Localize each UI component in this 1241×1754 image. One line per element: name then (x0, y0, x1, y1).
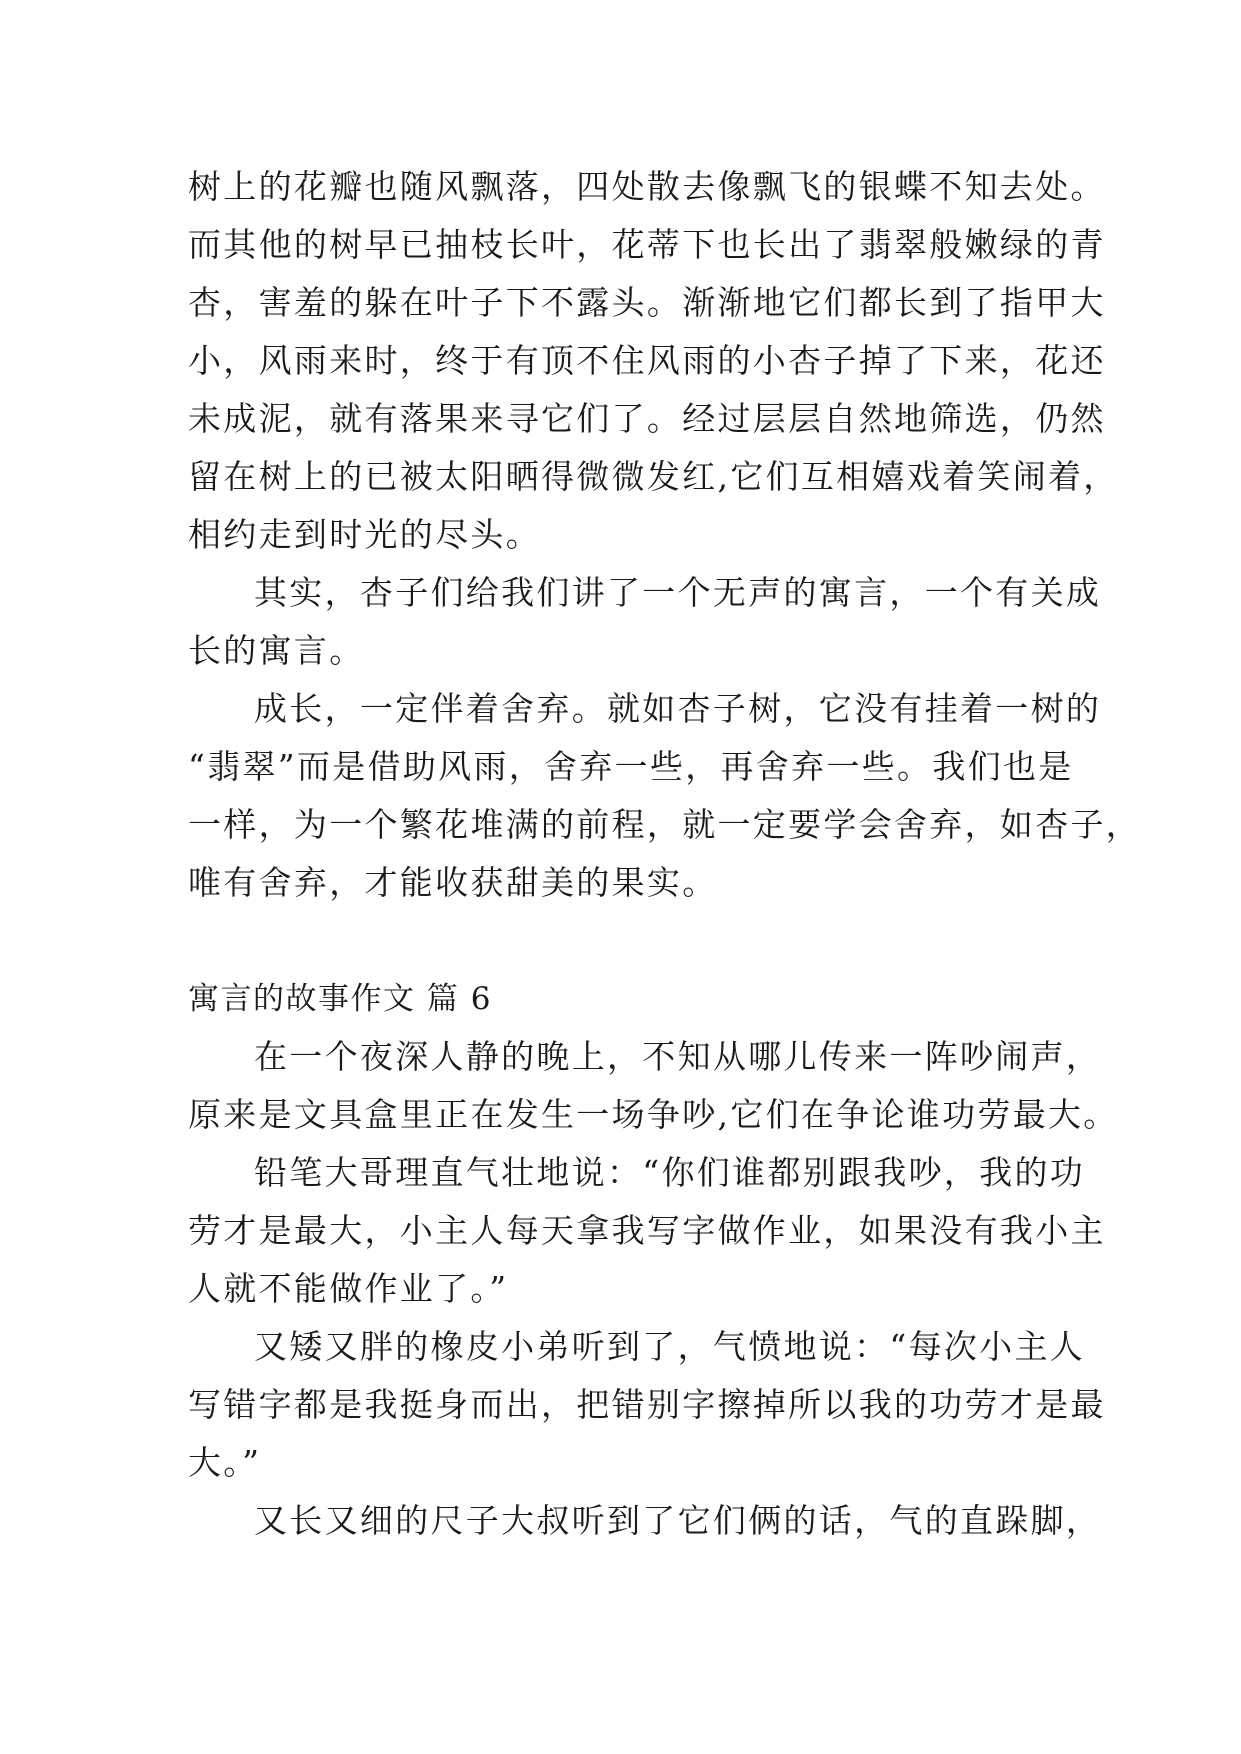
text-line: 留在树上的已被太阳晒得微微发红,它们互相嬉戏着笑闹着， (188, 457, 1119, 496)
text-line: 又长又细的尺子大叔听到了它们俩的话，气的直跺脚， (254, 1501, 1102, 1540)
text-line: 唯有舍弃，才能收获甜美的果实。 (188, 863, 718, 902)
section-spacer (188, 912, 1068, 970)
text-line: 人就不能做作业了。” (188, 1269, 509, 1308)
text-line: 相约走到时光的尽头。 (188, 515, 541, 554)
section-title: 寓言的故事作文 篇 6 (188, 981, 492, 1017)
text-line: 铅笔大哥理直气壮地说：“你们谁都别跟我吵，我的功 (254, 1153, 1086, 1192)
paragraph (188, 1028, 1119, 1144)
text-line: 又矮又胖的橡皮小弟听到了，气愤地说：“每次小主人 (254, 1327, 1086, 1366)
text-line: 小，风雨来时，终于有顶不住风雨的小杏子掉了下来，花还 (188, 341, 1106, 380)
paragraph (188, 1492, 1102, 1550)
paragraph (188, 1144, 1106, 1318)
text-line: 一样，为一个繁花堆满的前程，就一定要学会舍弃，如杏子， (188, 805, 1142, 844)
paragraph (188, 1318, 1106, 1492)
text-line: 其实，杏子们给我们讲了一个无声的寓言，一个有关成 (254, 573, 1102, 612)
text-line: 原来是文具盒里正在发生一场争吵,它们在争论谁功劳最大。 (188, 1095, 1119, 1134)
paragraph (188, 564, 1102, 680)
paragraph (188, 680, 1142, 912)
text-line: 长的寓言。 (188, 631, 365, 670)
text-line: 未成泥，就有落果来寻它们了。经过层层自然地筛选，仍然 (188, 399, 1106, 438)
text-line: 而其他的树早已抽枝长叶，花蒂下也长出了翡翠般嫩绿的青 (188, 225, 1106, 264)
text-line: 成长，一定伴着舍弃。就如杏子树，它没有挂着一树的 (254, 689, 1102, 728)
paragraph (188, 158, 1119, 564)
text-line: 写错字都是我挺身而出，把错别字擦掉所以我的功劳才是最 (188, 1385, 1106, 1424)
text-line: “翡翠”而是借助风雨，舍弃一些，再舍弃一些。我们也是 (188, 747, 1074, 786)
text-line: 大。” (188, 1443, 262, 1482)
text-line: 在一个夜深人静的晚上，不知从哪儿传来一阵吵闹声， (254, 1037, 1102, 1076)
text-line: 杏，害羞的躲在叶子下不露头。渐渐地它们都长到了指甲大 (188, 283, 1106, 322)
text-line: 树上的花瓣也随风飘落，四处散去像飘飞的银蝶不知去处。 (188, 167, 1106, 206)
text-line: 劳才是最大，小主人每天拿我写字做作业，如果没有我小主 (188, 1211, 1106, 1250)
document-body (188, 158, 1142, 1550)
